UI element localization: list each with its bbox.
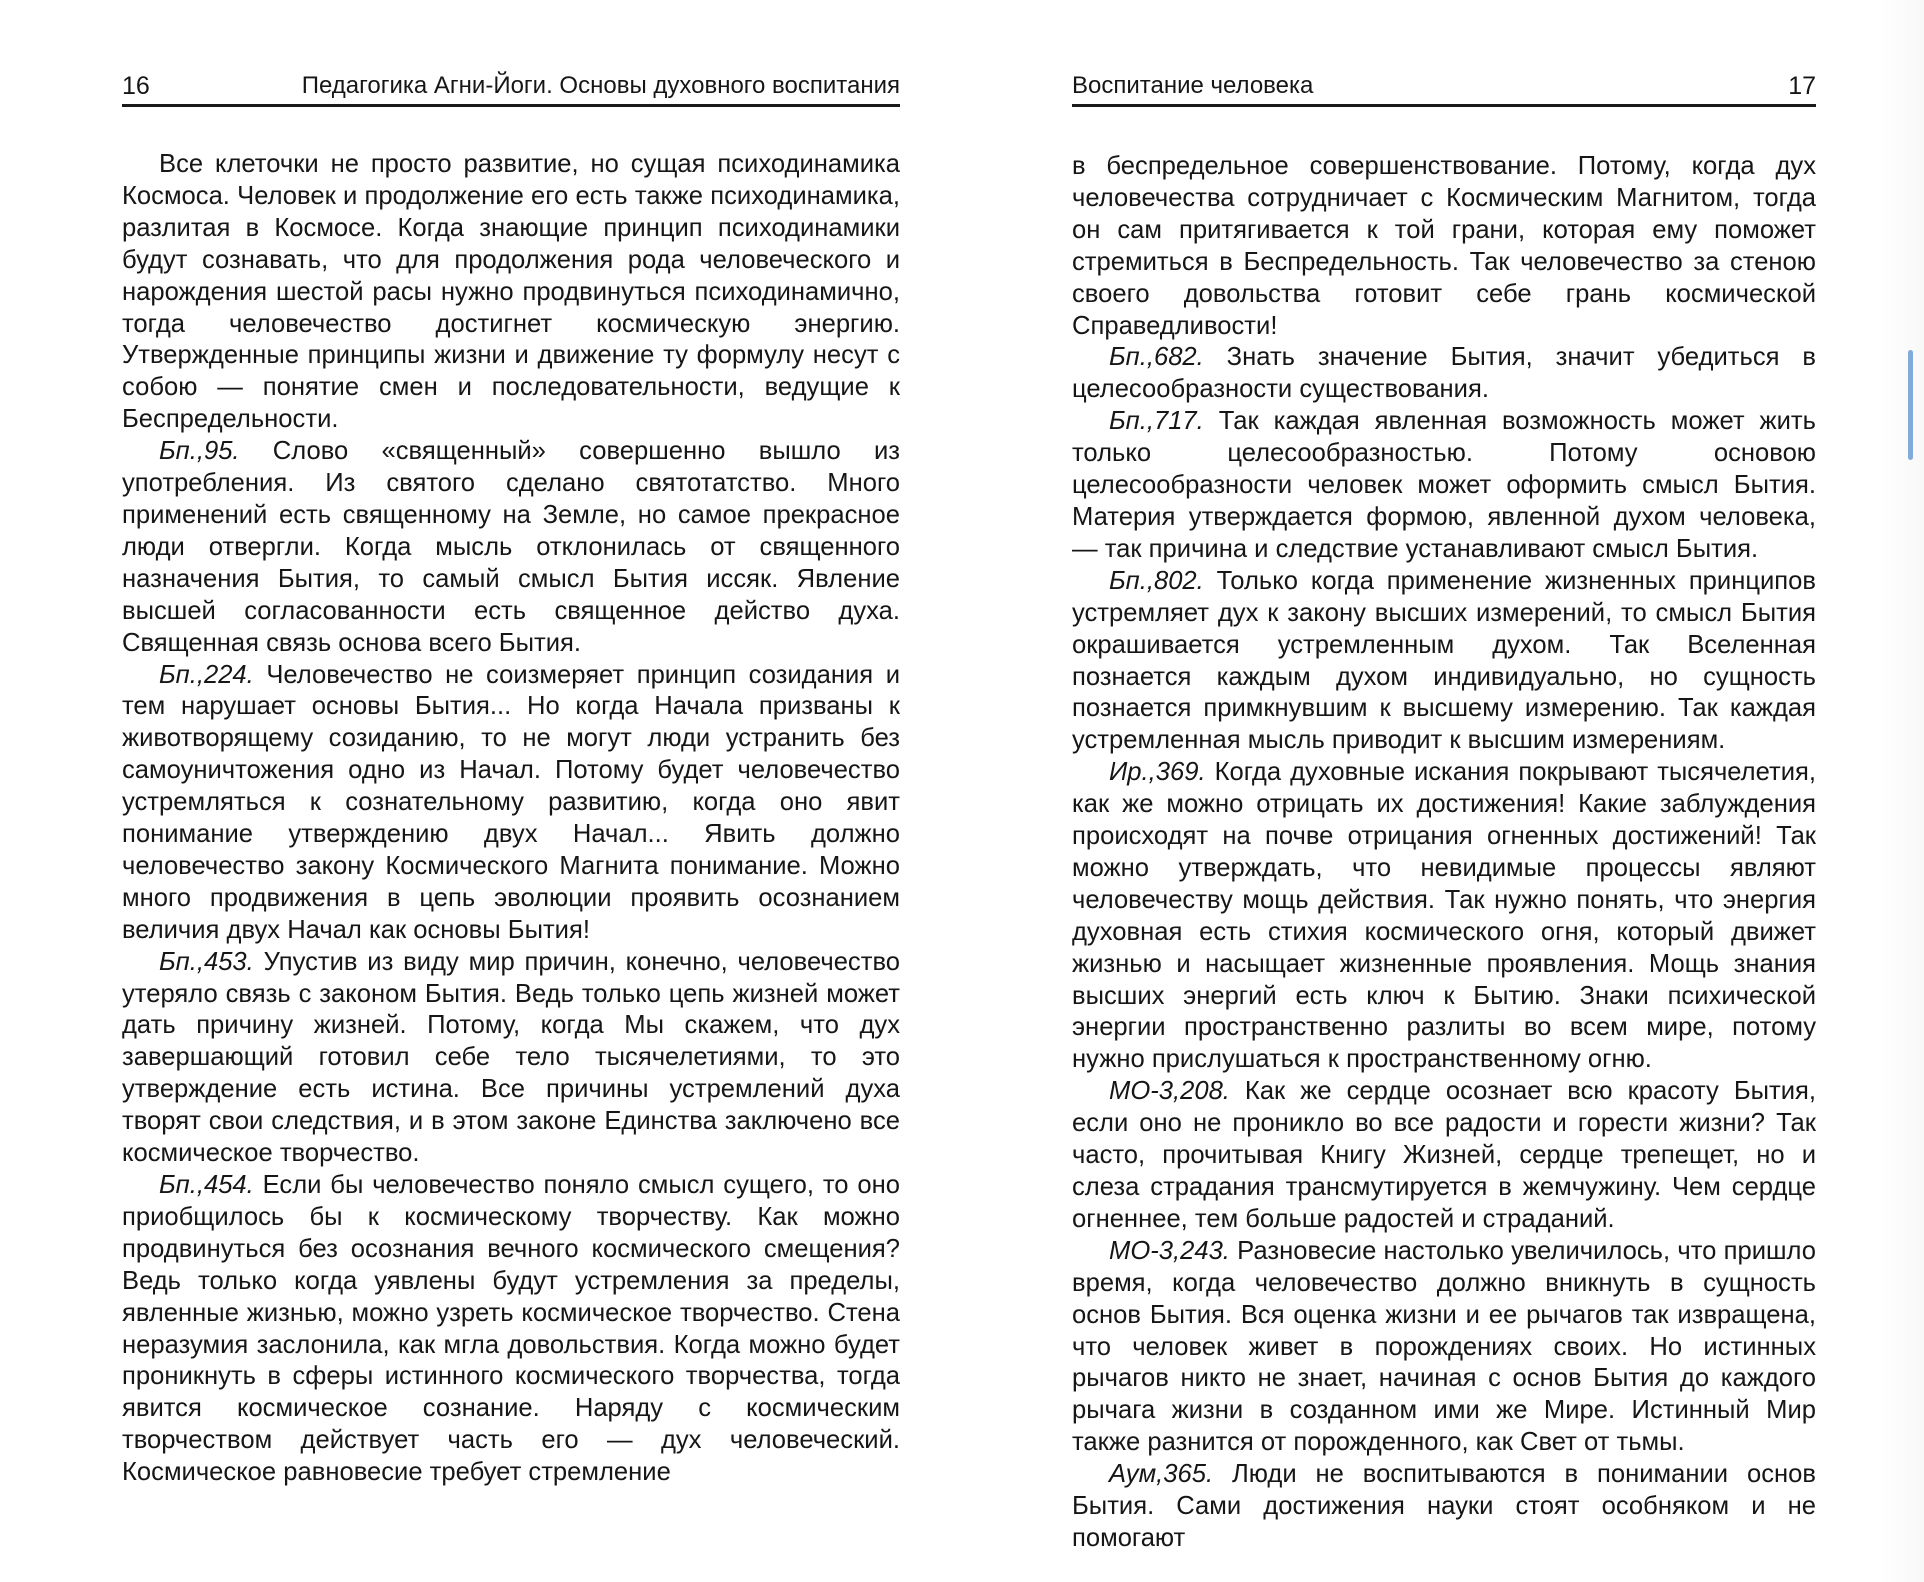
paragraph-text: Когда духовные искания покрывают тысячелетия, как же можно отрицать их достижения! Какие заблуждения происходят на почве отрицания огненных достижений! Так можно утверждать, что невидимые процессы являют человечеству мощь действия. Так нужно понять, что энергия духовная есть стихия космического огня, который движет жизнью и насыщает жизненные проявления. Мощь знания высших энергий есть ключ к Бытию. Знаки психической энергии пространственно разлиты во всем мире, потому нужно прислушаться к пространственному огню. xyxy=(1072,758,1816,1074)
source-reference: Бп.,224. xyxy=(159,660,254,689)
right-running-head xyxy=(1072,64,1816,107)
source-reference: Ир.,369. xyxy=(1109,758,1206,787)
paragraph-text: Упустив из виду мир причин, конечно, человечество утеряло связь с законом Бытия. Ведь только цепь жизней может дать причину жизней. Потому, когда Мы скажем, что дух завершающий готовил себе тело тысячелетиями, то это утверждение есть истина. Все причины устремлений духа творят свои следствия, и в этом законе Единства заключено все космическое творчество. xyxy=(122,947,900,1168)
paragraph-text: Так каждая явленная возможность может жить только целесообразностью. Потому основою целесообразности человек может оформить смысл Бытия. Материя утверждается формою, явленной духом человека, — так причина и следствие устанавливают смысл Бытия. xyxy=(1072,407,1816,563)
left-page xyxy=(122,64,900,1489)
paragraph xyxy=(122,1170,900,1489)
right-text-block xyxy=(1072,151,1816,1555)
right-page xyxy=(1072,64,1816,1555)
paragraph-text: Только когда применение жизненных принципов устремляет дух к закону высших измерений, то смысл Бытия окрашивается устремленным духом. Так Вселенная познается каждым духом индивидуально, но сущность познается примкнувшим к высшему измерению. Так каждая устремленная мысль приводит к высшим измерениям. xyxy=(1072,566,1816,755)
source-reference: Бп.,717. xyxy=(1109,407,1204,436)
source-reference: МО-3,243. xyxy=(1109,1236,1230,1265)
paragraph xyxy=(122,436,900,659)
source-reference: Аум,365. xyxy=(1109,1460,1214,1489)
paragraph xyxy=(1072,151,1816,342)
paragraph xyxy=(1072,1076,1816,1236)
right-running-title: Воспитание человека xyxy=(1072,72,1314,99)
paragraph-text: Если бы человечество поняло смысл сущего, то оно приобщилось бы к космическому творчеству. Как можно продвинуться без осознания вечного космического смещения? Ведь только когда уявлены будут устремления за пределы, явленные жизнью, можно узреть космическое творчество. Стена неразумия заслонила, как мгла довольствия. Когда можно будет проникнуть в сферы истинного космического творчества, тогда явится космическое сознание. Наряду с космическим творчеством действует часть его — дух человеческий. Космическое равновесие требует стремление xyxy=(122,1171,900,1487)
left-running-head xyxy=(122,64,900,107)
source-reference: Бп.,95. xyxy=(159,437,240,466)
left-text-block xyxy=(122,149,900,1489)
source-reference: Бп.,454. xyxy=(159,1171,254,1199)
paragraph-text: Слово «священный» совершенно вышло из употребления. Из святого сделано святотатство. Много применений есть священному на Земле, но самое прекрасное люди отвергли. Когда мысль отклонилась от священного назначения Бытия, то самый смысл Бытия иссяк. Явление высшей согласованности есть священное действо духа. Священная связь основа всего Бытия. xyxy=(122,437,900,657)
left-page-number: 16 xyxy=(122,72,150,100)
paragraph-text: Знать значение Бытия, значит убедиться в целесообразности существования. xyxy=(1072,343,1816,404)
paragraph xyxy=(122,660,900,947)
source-reference: Бп.,453. xyxy=(159,947,254,976)
left-running-title: Педагогика Агни-Йоги. Основы духовного воспитания xyxy=(301,72,900,99)
paragraph-text: в беспредельное совершенствование. Потому, когда дух человечества сотрудничает с Космическим Магнитом, тогда он сам притягивается к той грани, которая ему поможет стремиться в Беспредельность. Так человечество за стеною своего довольства готовит себе грань космической Справедливости! xyxy=(1072,152,1816,340)
paragraph xyxy=(1072,757,1816,1076)
paragraph-text: Все клеточки не просто развитие, но сущая психодинамика Космоса. Человек и продолжение его есть также психодинамика, разлитая в Космосе. Когда знающие принцип психодинамики будут сознавать, что для продолжения рода человеческого и нарождения шестой расы нужно продвинуться психодинамично, тогда человечество достигнет космическую энергию. Утвержденные принципы жизни и движение ту формулу несут с собою — понятие смен и последовательности, ведущие к Беспредельности. xyxy=(122,150,900,434)
paragraph xyxy=(1072,1236,1816,1459)
paragraph xyxy=(122,947,900,1170)
paragraph-text: Разновесие настолько увеличилось, что пришло время, когда человечество должно вникнуть в сущность основ Бытия. Вся оценка жизни и ее рычагов так извращена, что человек живет в порождениях своих. Но истинных рычагов никто не знает, начиная с основ Бытия до каждого рычага жизни в созданном ими же Мире. Истинный Мир также разнится от порожденного, как Свет от тьмы. xyxy=(1072,1236,1816,1457)
source-reference: Бп.,802. xyxy=(1109,566,1204,595)
page-edge-shade xyxy=(1880,0,1924,1582)
paragraph xyxy=(1072,342,1816,406)
paragraph-text: Как же сердце осознает всю красоту Бытия, если оно не проникло во все радости и горести жизни? Так часто, прочитывая Книгу Жизней, сердце трепещет, но и слеза страдания трансмутируется в жемчужину. Чем сердце огненнее, тем больше радостей и страданий. xyxy=(1072,1077,1816,1233)
paragraph-text: Люди не воспитываются в понимании основ Бытия. Сами достижения науки стоят особняком и не помогают xyxy=(1072,1460,1816,1552)
paragraph-text: Человечество не соизмеряет принцип созидания и тем нарушает основы Бытия... Но когда Начала призваны к животворящему созиданию, то не могут люди устранить без самоуничтожения одно из Начал. Потому будет человечество устремляться к сознательному развитию, когда оно явит понимание утверждению двух Начал... Явить должно человечество закону Космического Магнита понимание. Можно много продвижения в цепь эволюции проявить осознанием величия двух Начал как основы Бытия! xyxy=(122,660,900,944)
paragraph xyxy=(1072,566,1816,757)
bookmark-ribbon xyxy=(1908,350,1913,460)
source-reference: Бп.,682. xyxy=(1109,343,1204,372)
source-reference: МО-3,208. xyxy=(1109,1077,1230,1106)
paragraph xyxy=(122,149,900,436)
right-page-number: 17 xyxy=(1788,72,1816,100)
paragraph xyxy=(1072,406,1816,566)
paragraph xyxy=(1072,1459,1816,1555)
